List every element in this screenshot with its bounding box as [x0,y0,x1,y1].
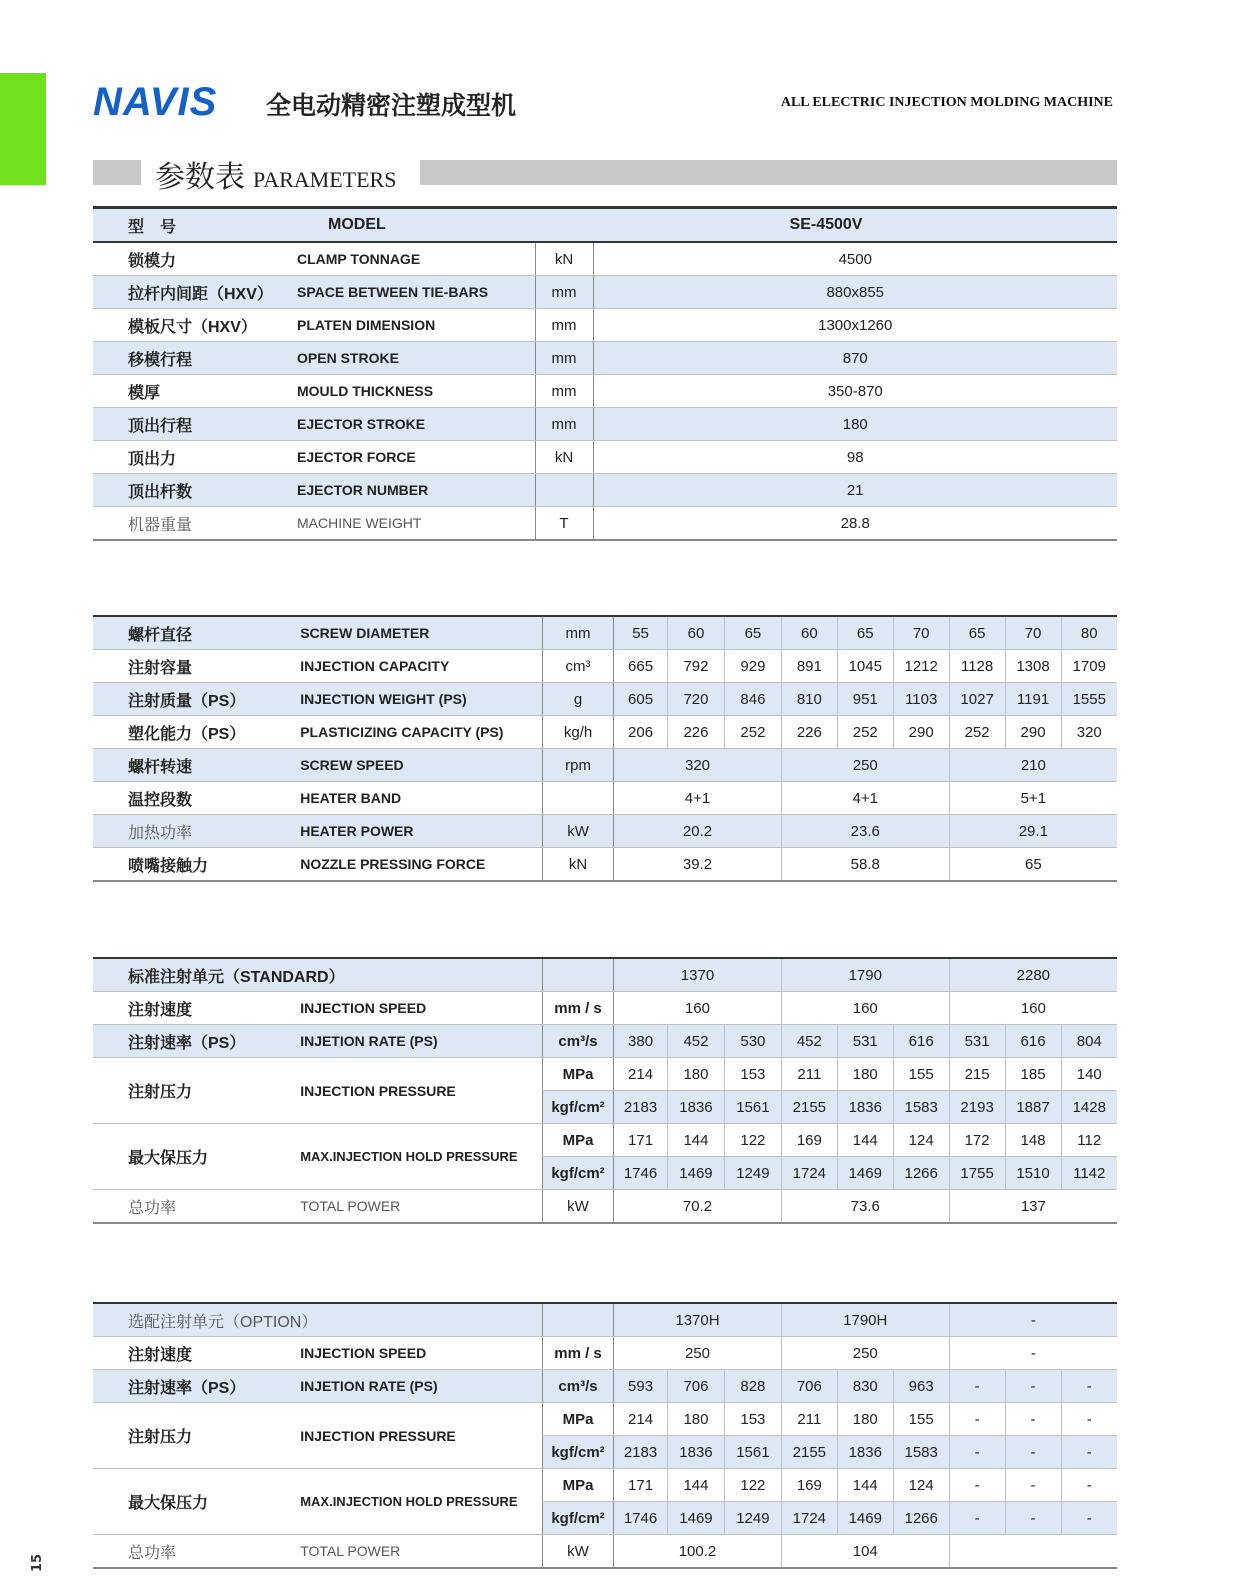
standard-unit-table [93,957,1117,1224]
cell-value: 250 [781,1337,949,1370]
cell-value: 1469 [837,1157,893,1190]
cell-value: 616 [893,1025,949,1058]
row-value: 870 [593,342,1117,375]
unit-model: 1370H [614,1303,782,1337]
cell-value: 65 [949,616,1005,650]
row-label-en: INJECTION SPEED [286,1337,542,1370]
row-unit: mm [535,408,593,441]
row-unit: mm / s [542,992,613,1025]
cell-value: 1128 [949,650,1005,683]
cell-value: 1266 [893,1157,949,1190]
row-unit: cm³ [542,650,613,683]
cell-value: 290 [1005,716,1061,749]
cell-value: 846 [724,683,781,716]
cell-value: 148 [1005,1124,1061,1157]
table-row [93,716,1117,749]
cell-value: 180 [837,1403,893,1436]
cell-value: 452 [781,1025,837,1058]
row-label-en: EJECTOR FORCE [283,441,535,474]
cell-value: 160 [781,992,949,1025]
row-label-en: PLASTICIZING CAPACITY (PS) [286,716,542,749]
cell-value: - [1061,1469,1117,1502]
cell-value: 211 [781,1403,837,1436]
cell-value: 73.6 [781,1190,949,1224]
row-unit: kW [542,1535,613,1569]
cell-value: 810 [781,683,837,716]
cell-value: 5+1 [949,782,1117,815]
row-label-en: SCREW SPEED [286,749,542,782]
table-row [93,474,1117,507]
cell-value: 60 [781,616,837,650]
table-row [93,992,1117,1025]
table-row [93,1124,1117,1157]
row-unit: MPa [542,1403,613,1436]
cell-value: 665 [614,650,668,683]
cell-value: 39.2 [614,848,782,882]
row-unit: MPa [542,1469,613,1502]
table-row [93,1303,1117,1337]
option-unit-table [93,1302,1117,1569]
cell-value: 124 [893,1124,949,1157]
table-row [93,848,1117,882]
option-title: 选配注射单元（OPTION） [93,1303,542,1337]
row-label-cn: 最大保压力 [93,1124,286,1190]
section-title [155,152,396,196]
row-unit: kgf/cm² [542,1091,613,1124]
cell-value: 1755 [949,1157,1005,1190]
row-label-en: MOULD THICKNESS [283,375,535,408]
cell-value: 58.8 [781,848,949,882]
row-label-cn: 塑化能力（PS） [93,716,286,749]
row-label-cn: 螺杆转速 [93,749,286,782]
row-label-en: PLATEN DIMENSION [283,309,535,342]
row-unit: kN [535,242,593,276]
cell-value: 155 [893,1403,949,1436]
row-label-cn: 顶出行程 [93,408,283,441]
cell-value: 706 [781,1370,837,1403]
page-number: 15 [30,1553,45,1572]
row-label-en: NOZZLE PRESSING FORCE [286,848,542,882]
row-unit [542,782,613,815]
cell-value: 70 [893,616,949,650]
cell-value: 169 [781,1124,837,1157]
cell-value: 2183 [614,1091,668,1124]
cell-value: 2193 [949,1091,1005,1124]
row-label-en: INJECTION PRESSURE [286,1058,542,1124]
row-label-cn: 加热功率 [93,815,286,848]
table-row [93,1535,1117,1569]
cell-value: 1249 [724,1157,781,1190]
cell-value: - [949,1403,1005,1436]
row-label-cn: 拉杆内间距（HXV） [93,276,283,309]
cell-value: 1469 [667,1502,724,1535]
cell-value: 180 [667,1058,724,1091]
row-unit: kg/h [542,716,613,749]
cell-value: 144 [667,1124,724,1157]
table-row [93,958,1117,992]
row-label-en: CLAMP TONNAGE [283,242,535,276]
model-value: SE-4500V [535,208,1117,243]
row-value: 180 [593,408,1117,441]
cell-value: 1510 [1005,1157,1061,1190]
row-label-en: HEATER POWER [286,815,542,848]
cell-value: 1142 [1061,1157,1117,1190]
row-label-cn: 注射压力 [93,1403,286,1469]
cell-value: - [1005,1469,1061,1502]
cell-value: 252 [837,716,893,749]
row-label-en: HEATER BAND [286,782,542,815]
page-tab-marker [0,73,46,185]
row-unit: MPa [542,1058,613,1091]
cell-value: 104 [781,1535,949,1569]
row-label-cn: 移模行程 [93,342,283,375]
cell-value: 1583 [893,1436,949,1469]
table-row [93,1058,1117,1091]
table-row [93,375,1117,408]
row-unit: kgf/cm² [542,1157,613,1190]
cell-value: 180 [667,1403,724,1436]
row-unit: cm³/s [542,1370,613,1403]
row-label-cn: 总功率 [93,1535,286,1569]
table-row [93,616,1117,650]
row-label-en: OPEN STROKE [283,342,535,375]
cell-value: 1561 [724,1436,781,1469]
row-value: 21 [593,474,1117,507]
cell-value: 70 [1005,616,1061,650]
cell-value: 706 [667,1370,724,1403]
cell-value: - [1005,1403,1061,1436]
page-title-cn: 全电动精密注塑成型机 [266,91,517,120]
row-label-en: EJECTOR STROKE [283,408,535,441]
cell-value: - [1061,1403,1117,1436]
cell-value: - [1061,1370,1117,1403]
row-label-cn: 锁模力 [93,242,283,276]
table-row [93,650,1117,683]
row-label-cn: 喷嘴接触力 [93,848,286,882]
section-bar-left [93,160,141,185]
cell-value: 593 [614,1370,668,1403]
cell-value: 155 [893,1058,949,1091]
row-unit: kN [535,441,593,474]
cell-value: 2155 [781,1436,837,1469]
cell-value: 1212 [893,650,949,683]
row-value: 4500 [593,242,1117,276]
section-title-en: PARAMETERS [253,167,397,192]
row-label-cn: 顶出杆数 [93,474,283,507]
cell-value: 792 [668,650,725,683]
row-unit: mm [535,375,593,408]
row-label-cn: 注射质量（PS） [93,683,286,716]
row-label-cn: 注射容量 [93,650,286,683]
row-unit: mm [535,276,593,309]
cell-value: - [1061,1436,1117,1469]
unit-model: - [949,1303,1117,1337]
row-unit: kW [542,815,613,848]
table-row [93,1370,1117,1403]
cell-value: 320 [1061,716,1117,749]
cell-value: 226 [668,716,725,749]
row-value: 880x855 [593,276,1117,309]
cell-value: 172 [949,1124,1005,1157]
cell-value: 1887 [1005,1091,1061,1124]
row-label-cn: 模板尺寸（HXV） [93,309,283,342]
row-unit: mm [535,309,593,342]
row-unit: mm [535,342,593,375]
cell-value: 531 [949,1025,1005,1058]
cell-value: 452 [667,1025,724,1058]
cell-value: 963 [893,1370,949,1403]
cell-value: 144 [837,1469,893,1502]
cell-value: 180 [837,1058,893,1091]
table-row [93,441,1117,474]
row-label-en: SCREW DIAMETER [286,616,542,650]
cell-value: 1746 [614,1502,668,1535]
row-label-cn: 注射速度 [93,992,286,1025]
row-label-cn: 螺杆直径 [93,616,286,650]
page-title-en: ALL ELECTRIC INJECTION MOLDING MACHINE [780,95,1113,110]
cell-value: 530 [724,1025,781,1058]
row-label-en: INJETION RATE (PS) [286,1025,542,1058]
cell-value: 4+1 [614,782,782,815]
row-label-cn: 注射速率（PS） [93,1025,286,1058]
table-row [93,683,1117,716]
table-row [93,1337,1117,1370]
row-unit: kW [542,1190,613,1224]
cell-value: 720 [668,683,725,716]
cell-value: 1428 [1061,1091,1117,1124]
cell-value: 80 [1061,616,1117,650]
row-unit: kgf/cm² [542,1502,613,1535]
cell-value: 1469 [837,1502,893,1535]
row-value: 350-870 [593,375,1117,408]
row-label-cn: 机器重量 [93,507,283,541]
row-unit: mm [542,616,613,650]
row-label-cn: 注射速率（PS） [93,1370,286,1403]
cell-value: - [949,1370,1005,1403]
cell-value: 124 [893,1469,949,1502]
cell-value: 605 [614,683,668,716]
cell-value: 1724 [781,1157,837,1190]
table-row [93,242,1117,276]
unit-model: 2280 [949,958,1117,992]
cell-value: 171 [614,1469,668,1502]
row-label-cn: 模厚 [93,375,283,408]
cell-value: 169 [781,1469,837,1502]
cell-value: 380 [614,1025,668,1058]
cell-value: 804 [1061,1025,1117,1058]
cell-value: 891 [781,650,837,683]
row-label-en: INJECTION CAPACITY [286,650,542,683]
row-label-cn: 温控段数 [93,782,286,815]
cell-value: 290 [893,716,949,749]
row-label-en: MACHINE WEIGHT [283,507,535,541]
cell-value: 828 [724,1370,781,1403]
unit-model: 1790H [781,1303,949,1337]
row-unit: rpm [542,749,613,782]
cell-value: 60 [668,616,725,650]
table-row [93,749,1117,782]
cell-value: 1266 [893,1502,949,1535]
row-unit [535,474,593,507]
cell-value: 144 [837,1124,893,1157]
cell-value: 140 [1061,1058,1117,1091]
cell-value: 531 [837,1025,893,1058]
table-row [93,309,1117,342]
row-label-en: MAX.INJECTION HOLD PRESSURE [286,1124,542,1190]
cell-value: 29.1 [949,815,1117,848]
cell-value: 2155 [781,1091,837,1124]
cell-value: - [949,1502,1005,1535]
cell-value: 122 [724,1124,781,1157]
cell-value: 215 [949,1058,1005,1091]
cell-value: 1103 [893,683,949,716]
cell-value: 252 [949,716,1005,749]
cell-value: - [949,1337,1117,1370]
cell-value: 1561 [724,1091,781,1124]
cell-value: 1308 [1005,650,1061,683]
cell-value: 65 [949,848,1117,882]
cell-value: 210 [949,749,1117,782]
table-row [93,782,1117,815]
cell-value: 951 [837,683,893,716]
row-unit: kN [542,848,613,882]
cell-value: 153 [724,1058,781,1091]
cell-value: 214 [614,1058,668,1091]
row-unit: mm / s [542,1337,613,1370]
row-label-en: INJETION RATE (PS) [286,1370,542,1403]
cell-value: - [1005,1370,1061,1403]
cell-value: 320 [614,749,782,782]
cell-value: 1045 [837,650,893,683]
row-label-en: EJECTOR NUMBER [283,474,535,507]
cell-value: 137 [949,1190,1117,1224]
table-row [93,1403,1117,1436]
cell-value: 153 [724,1403,781,1436]
cell-value: 4+1 [781,782,949,815]
row-label-en: TOTAL POWER [286,1190,542,1224]
row-value: 98 [593,441,1117,474]
row-label-en: MAX.INJECTION HOLD PRESSURE [286,1469,542,1535]
model-label-en: MODEL [283,208,535,243]
cell-value: - [949,1469,1005,1502]
cell-value: 185 [1005,1058,1061,1091]
cell-value: 214 [614,1403,668,1436]
cell-value: - [1005,1436,1061,1469]
cell-value: 23.6 [781,815,949,848]
row-unit: kgf/cm² [542,1436,613,1469]
table-row [93,342,1117,375]
row-label-en: INJECTION SPEED [286,992,542,1025]
cell-value: 1191 [1005,683,1061,716]
row-unit: T [535,507,593,541]
cell-value: 1709 [1061,650,1117,683]
row-unit: g [542,683,613,716]
cell-value: 1836 [837,1436,893,1469]
table-row [93,507,1117,541]
row-label-en: INJECTION PRESSURE [286,1403,542,1469]
cell-value: 1555 [1061,683,1117,716]
unit-model: 1790 [781,958,949,992]
row-label-cn: 最大保压力 [93,1469,286,1535]
model-label-cn: 型 号 [93,208,283,243]
cell-value: - [949,1436,1005,1469]
row-label-cn: 顶出力 [93,441,283,474]
row-value: 1300x1260 [593,309,1117,342]
row-label-en: TOTAL POWER [286,1535,542,1569]
cell-value: 171 [614,1124,668,1157]
cell-value: 206 [614,716,668,749]
cell-value: 112 [1061,1124,1117,1157]
cell-value: 252 [724,716,781,749]
row-unit: MPa [542,1124,613,1157]
cell-value: 70.2 [614,1190,782,1224]
cell-value: 226 [781,716,837,749]
table-row [93,408,1117,441]
cell-value: 144 [667,1469,724,1502]
table-row [93,1025,1117,1058]
cell-value: 1724 [781,1502,837,1535]
cell-value: - [1005,1502,1061,1535]
section-bar-right [420,160,1117,185]
cell-value: 65 [724,616,781,650]
cell-value: 1746 [614,1157,668,1190]
row-label-en: INJECTION WEIGHT (PS) [286,683,542,716]
table-row [93,1469,1117,1502]
table-row [93,208,1117,243]
cell-value: - [1061,1502,1117,1535]
row-label-cn: 总功率 [93,1190,286,1224]
standard-title: 标准注射单元（STANDARD） [93,958,542,992]
section-title-cn: 参数表 [155,160,245,195]
cell-value: 616 [1005,1025,1061,1058]
cell-value: 20.2 [614,815,782,848]
cell-value: 55 [614,616,668,650]
clamp-table [93,206,1117,541]
cell-value: 1836 [667,1091,724,1124]
table-row [93,1190,1117,1224]
cell-value: 65 [837,616,893,650]
table-row [93,815,1117,848]
row-label-en: SPACE BETWEEN TIE-BARS [283,276,535,309]
cell-value: 122 [724,1469,781,1502]
brand-logo: NAVIS [93,80,218,124]
cell-value: 830 [837,1370,893,1403]
cell-value: 2183 [614,1436,668,1469]
row-label-cn: 注射压力 [93,1058,286,1124]
row-value: 28.8 [593,507,1117,541]
cell-value: 250 [614,1337,782,1370]
cell-value: 211 [781,1058,837,1091]
row-label-cn: 注射速度 [93,1337,286,1370]
cell-value: 929 [724,650,781,683]
cell-value: 1836 [667,1436,724,1469]
table-row [93,276,1117,309]
cell-value: 1836 [837,1091,893,1124]
cell-value: 1027 [949,683,1005,716]
cell-value: 250 [781,749,949,782]
unit-model: 1370 [614,958,782,992]
cell-value: 160 [949,992,1117,1025]
cell-value: 1583 [893,1091,949,1124]
cell-value: 160 [614,992,782,1025]
row-unit: cm³/s [542,1025,613,1058]
injection-table [93,615,1117,882]
cell-value: 1469 [667,1157,724,1190]
cell-value: 1249 [724,1502,781,1535]
cell-value: 100.2 [614,1535,782,1569]
